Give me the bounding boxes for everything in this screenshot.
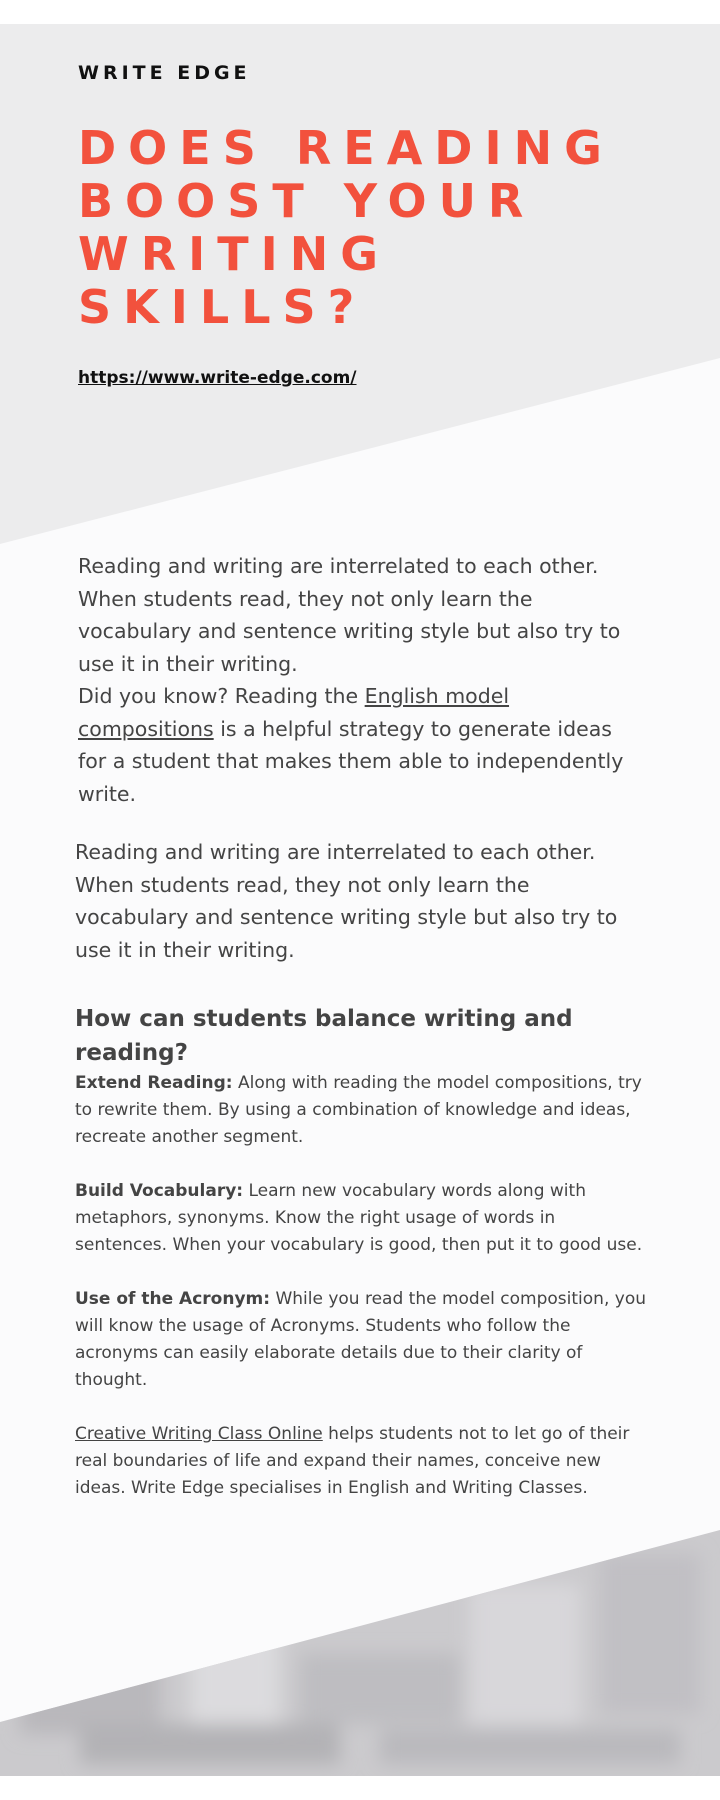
page-title bbox=[78, 122, 678, 334]
tip-label: Use of the Acronym: bbox=[75, 1289, 271, 1309]
tip-label: Build Vocabulary: bbox=[75, 1181, 244, 1201]
tips-list bbox=[75, 1070, 650, 1529]
english-model-compositions-link[interactable]: English model compositions bbox=[78, 684, 510, 741]
did-you-know-lead: Did you know? Reading the bbox=[78, 684, 365, 708]
creative-writing-class-link[interactable]: Creative Writing Class Online bbox=[75, 1424, 323, 1444]
website-link[interactable]: https://www.write-edge.com/ bbox=[78, 368, 357, 388]
poster-page bbox=[0, 24, 720, 1776]
title-line-3: WRITING bbox=[78, 227, 391, 281]
title-line-2: BOOST YOUR bbox=[78, 174, 536, 228]
tip-use-of-acronym bbox=[75, 1286, 650, 1394]
tip-label: Extend Reading: bbox=[75, 1073, 233, 1093]
poster-content bbox=[0, 24, 720, 1776]
section-heading: How can students balance writing and reading? bbox=[75, 1006, 573, 1066]
tip-text: While you read the model composition, you will know the usage of Acronyms. Students who follow the acronyms can easily elaborate details due to their clarity of thought. bbox=[75, 1289, 646, 1390]
intro-paragraph: Reading and writing are interrelated to each other. When students read, they not only learn the vocabulary and sentence writing style but also try to use it in their writing. bbox=[78, 554, 621, 676]
tip-extend-reading bbox=[75, 1070, 650, 1151]
title-line-1: DOES READING bbox=[78, 121, 614, 175]
closing-text: helps students not to let go of their real boundaries of life and expand their names, conceive new ideas. Write Edge specialises in English and Writing Classes. bbox=[75, 1424, 630, 1498]
repeated-paragraph: Reading and writing are interrelated to each other. When students read, they not only learn the vocabulary and sentence writing style but also try to use it in their writing. bbox=[75, 840, 618, 962]
brand-name: WRITE EDGE bbox=[78, 62, 251, 84]
tip-text: Along with reading the model compositions, try to rewrite them. By using a combination of knowledge and ideas, recreate another segment. bbox=[75, 1073, 642, 1147]
did-you-know-rest: is a helpful strategy to generate ideas for a student that makes them able to independently write. bbox=[78, 716, 624, 806]
title-line-4: SKILLS? bbox=[78, 280, 367, 334]
did-you-know-paragraph bbox=[78, 680, 638, 810]
tip-build-vocabulary bbox=[75, 1178, 650, 1259]
tip-text: Learn new vocabulary words along with metaphors, synonyms. Know the right usage of words in sentences. When your vocabulary is good, then put it to good use. bbox=[75, 1181, 643, 1255]
closing-paragraph bbox=[75, 1421, 650, 1502]
intro-text bbox=[78, 550, 638, 810]
